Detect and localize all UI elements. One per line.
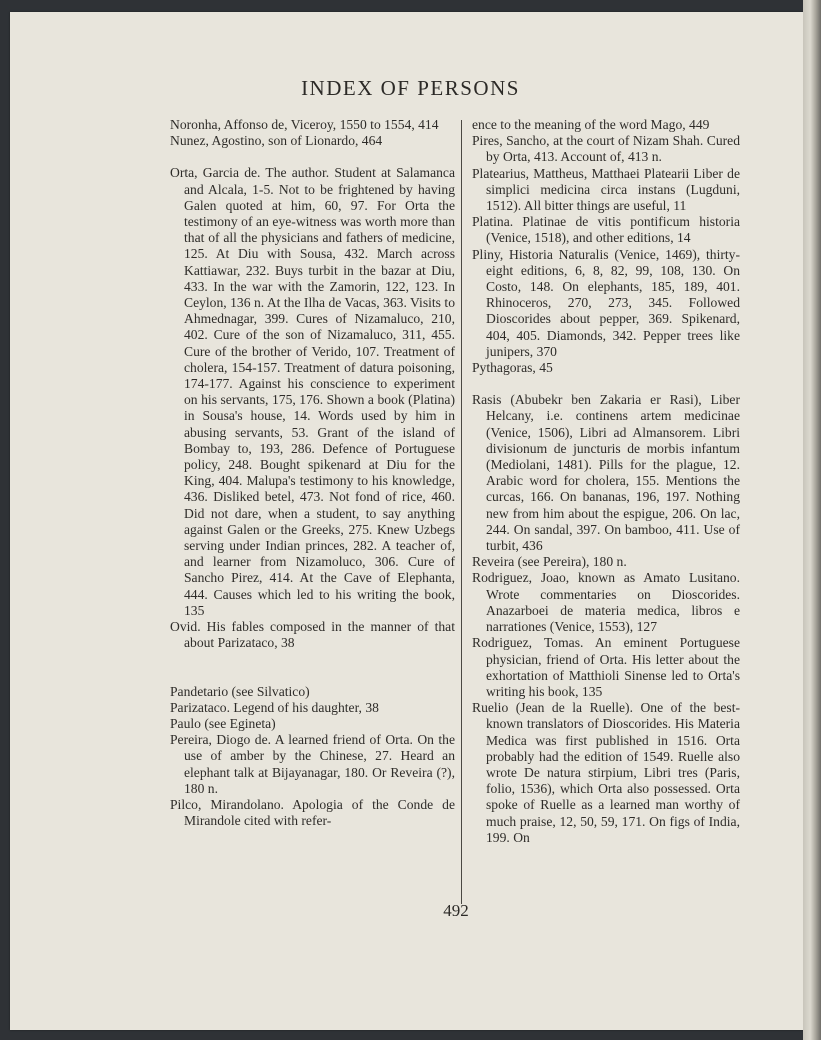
index-entry: Platearius, Mattheus, Matthaei Platearii Liber de simplici medicina circa instans (Lugduni, 1512). All bitter things are useful, 11 [472,165,740,214]
index-entry: Pandetario (see Silvatico) [170,683,310,699]
index-entry: Ovid. His fables composed in the manner of that about Parizataco, 38 [170,619,455,651]
index-entry: ence to the meaning of the word Mago, 449 [472,117,710,132]
index-entry: Pereira, Diogo de. A learned friend of Orta. On the use of amber by the Chinese, 27. Heard an elephant talk at Bijayanagar, 180. Or Reveira (?), 180 n. [170,732,455,796]
entry-spacer [170,652,455,684]
index-entry: Pires, Sancho, at the court of Nizam Shah. Cured by Orta, 413. Account of, 413 n. [472,133,740,165]
index-entry: Orta, Garcia de. The author. Student at Salamanca and Alcala, 1-5. Not to be frightened by having Galen quoted at him, 60, 97. For Orta the testimony of an eye-witness was worth more than that of all the physicians and fathers of medicine, 125. At Diu with Sousa, 432. March across Kattiawar, 232. Buys turbit in the bazar at Diu, 433. In the war with the Zamorin, 122, 123. In Ceylon, 136 n. At the Ilha de Vacas, 363. Visits to Ahmednagar, 399. Cures of Nizamaluco, 210, 402. Cure of the son of Nizamaluco, 311, 455. Cure of the brother of Verido, 107. Treatment of cholera, 154-157. Treatment of datura poisoning, 174-177. Against his conscience to experiment on his servants, 175, 176. Shown a book (Platina) in Sousa's house, 14. Words used by him in abusing servants, 53. Grant of the island of Bombay to, 193, 286. Defence of Portuguese policy, 248. Bought spikenard at Diu for the King, 404. Malupa's testimony to his knowledge, 436. Disliked betel, 473. Not fond of rice, 460. Did not dare, when a student, to say anything against Galen or the Greeks, 275. Knew Uzbegs serving under Indian princes, 282. A teacher of, and learner from Nizamoluco, 306. Cure of Sancho Pirez, 414. At the Cave of Elephanta, 444. Causes which led to his writing the book, 135 [170,165,455,618]
index-entry: Paulo (see Egineta) [170,715,276,731]
index-entry: Ruelio (Jean de la Ruelle). One of the best-known translators of Dioscorides. His Materia Medica was first published in 1516. Orta probably had the edition of 1549. Ruelle also wrote De natura stirpium, Libri tres (Paris, folio, 1536), which Orta also possessed. Orta spoke of Ruelle as a learned man worthy of much praise, 12, 50, 59, 171. On figs of India, 199. On [472,700,740,845]
index-entry: Reveira (see Pereira), 180 n. [472,554,627,570]
column-divider [461,120,462,904]
index-entry: Rodriguez, Tomas. An eminent Portuguese physician, friend of Orta. His letter about the exhortation of Matthioli Sinense led to Orta's writing his book, 135 [472,635,740,699]
index-entry: Rodriguez, Joao, known as Amato Lusitano. Wrote commentaries on Dioscorides. Anazarboei de materia medica, libros e narrationes (Venice, 1553), 127 [472,570,740,635]
page-number: 492 [443,901,469,920]
page-title: INDEX OF PERSONS [301,76,520,100]
index-column-right [472,117,740,846]
index-entry: Nunez, Agostino, son of Lionardo, 464 [170,133,383,149]
index-entry: Noronha, Affonso de, Viceroy, 1550 to 1554, 414 [170,117,439,132]
index-entry: Pliny, Historia Naturalis (Venice, 1469), thirty-eight editions, 6, 8, 82, 99, 108, 130. On Costo, 148. On elephants, 185, 189, 401. Rhinoceros, 270, 273, 345. Followed Dioscorides about pepper, 369. Spikenard, 404, 405. Diamonds, 342. Pepper trees like junipers, 370 [472,246,740,359]
entry-spacer [472,376,740,392]
index-entry: Parizataco. Legend of his daughter, 38 [170,699,379,715]
index-column-left [170,117,455,829]
index-entry: Platina. Platinae de vitis pontificum historia (Venice, 1518), and other editions, 14 [472,214,740,246]
page-edge [803,0,821,1040]
index-entry: Rasis (Abubekr ben Zakaria er Rasi), Liber Helcany, i.e. continens artem medicinae (Venice, 1506), Libri ad Almansorem. Libri divisionum de juncturis de morbis infantum (Mediolani, 1481). Pills for the plague, 12. Arabic word for cholera, 155. Mentions the curcas, 166. On bananas, 196, 197. Nothing new from him about the espigue, 206. On lac, 244. On sandal, 397. On bamboo, 411. Use of turbit, 436 [472,392,740,554]
index-entry: Pythagoras, 45 [472,360,553,376]
entry-spacer [170,149,455,165]
index-entry: Pilco, Mirandolano. Apologia of the Conde de Mirandole cited with refer- [170,796,455,829]
